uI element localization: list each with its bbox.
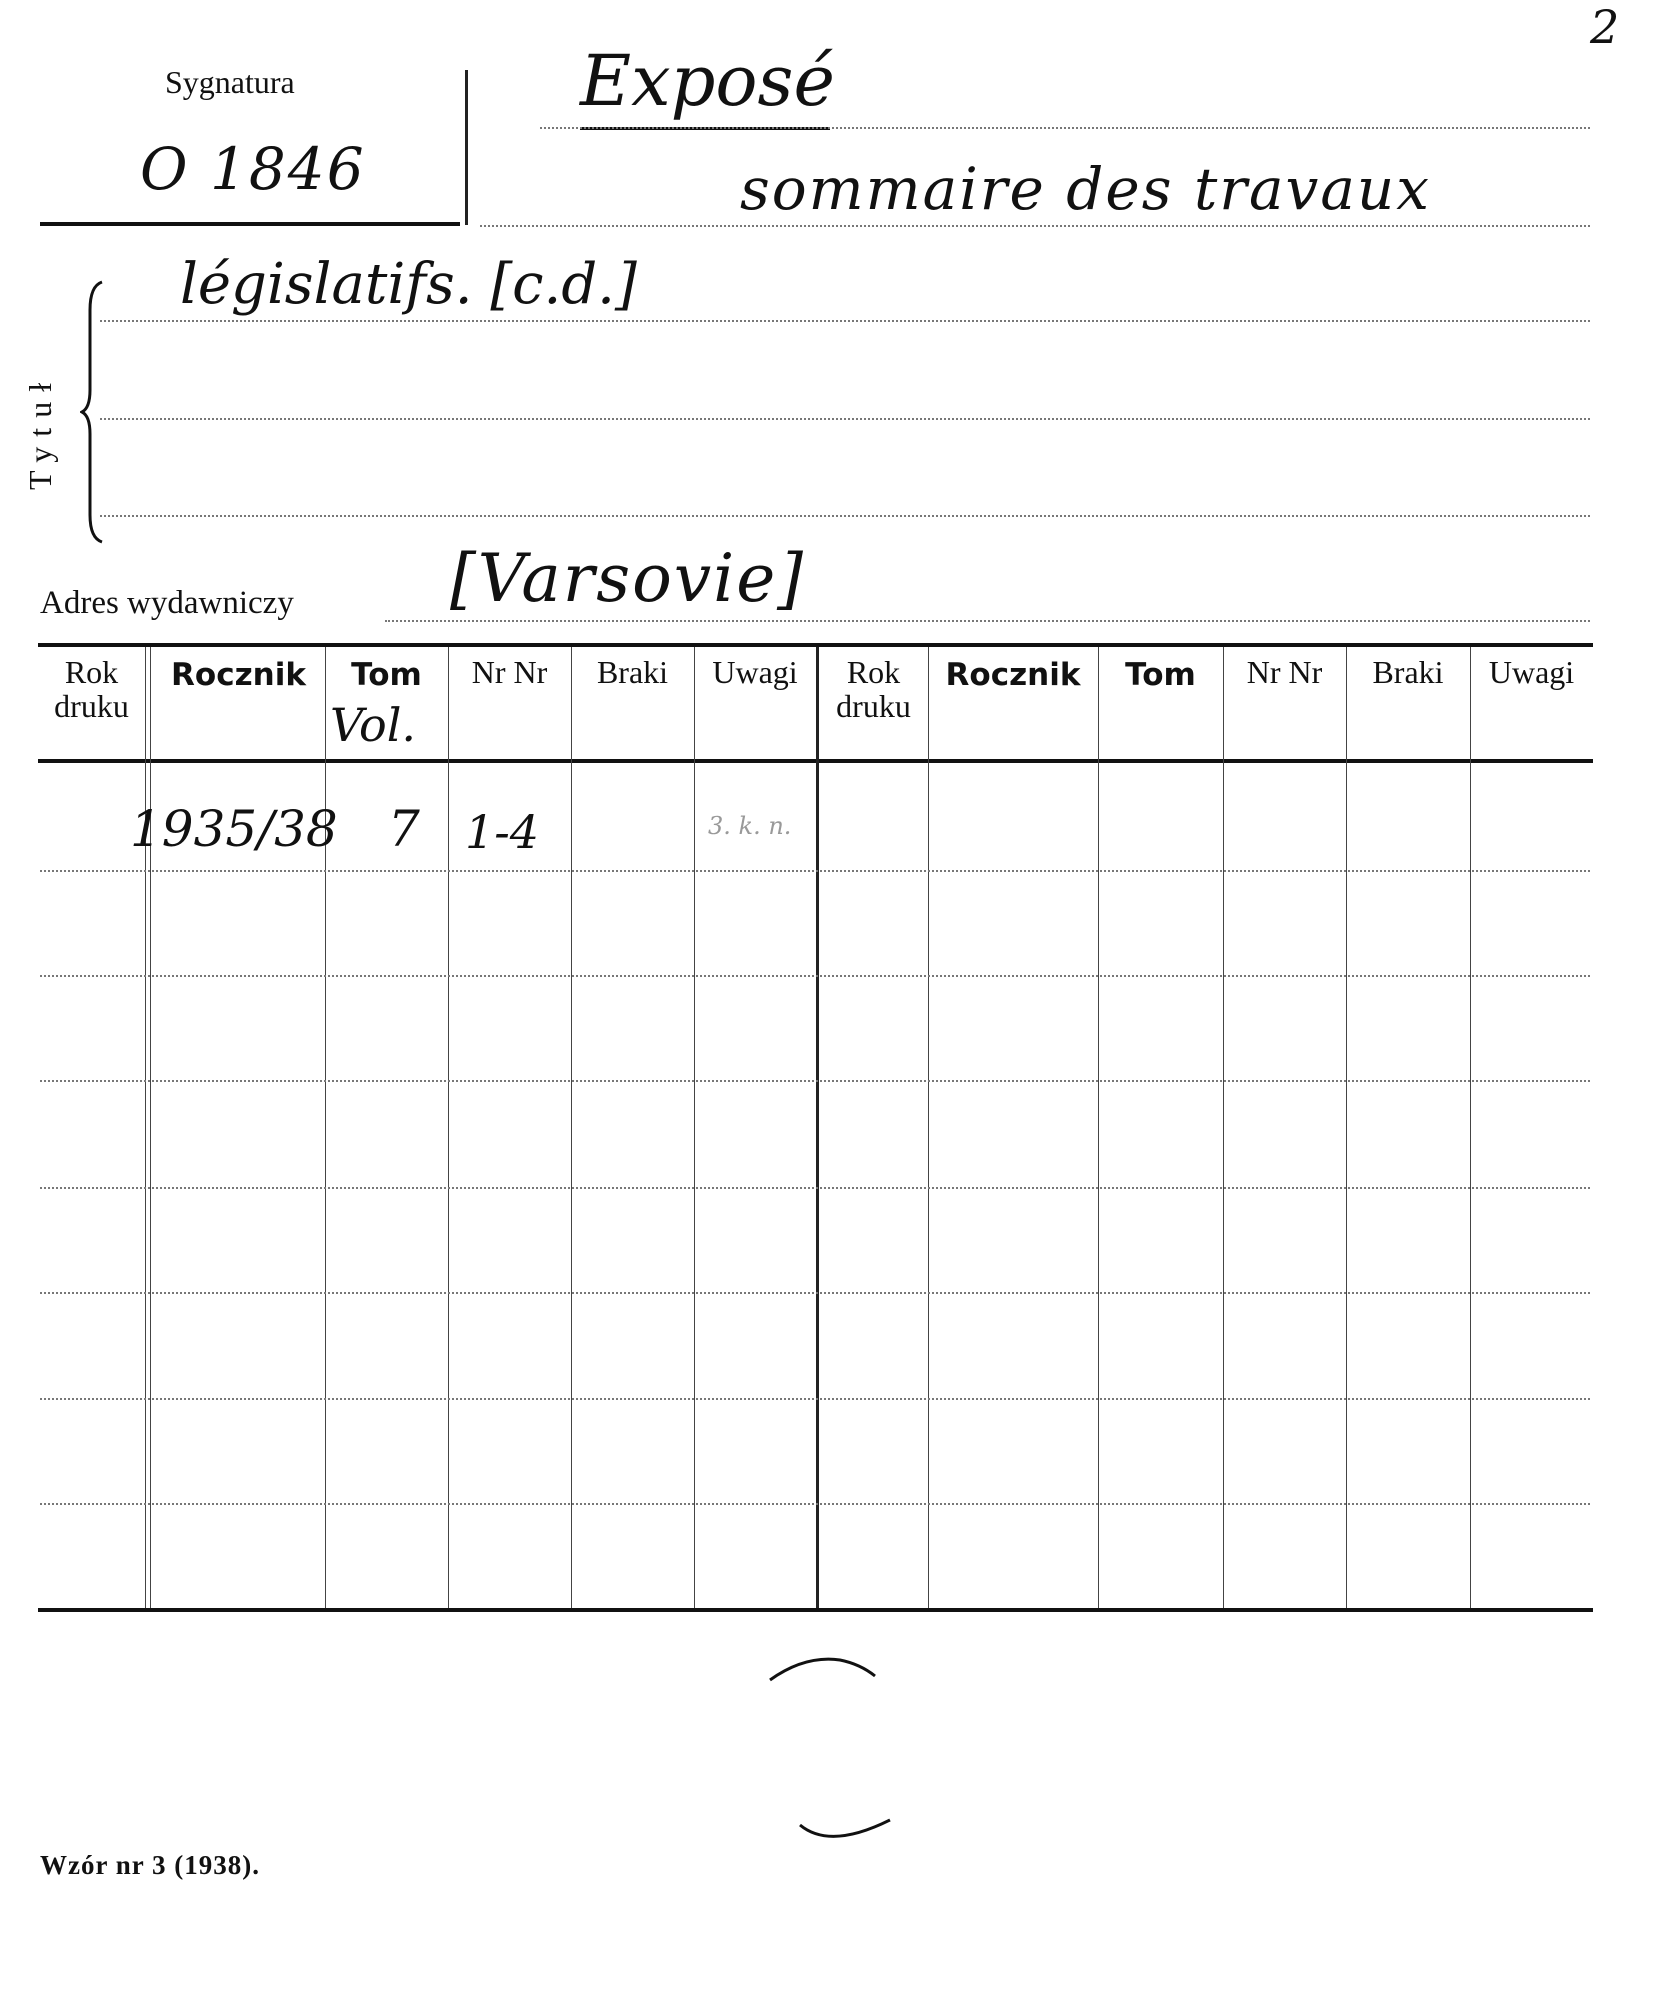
- signature-label: Sygnatura: [165, 64, 295, 100]
- header-tom-left: Tom: [351, 657, 422, 693]
- col-divider-5: [694, 647, 695, 1608]
- table-bottom-border: [38, 1608, 1593, 1612]
- row-line-1: [40, 870, 1590, 872]
- row-line-5: [40, 1292, 1590, 1294]
- row-line-3: [40, 1080, 1590, 1082]
- form-number: Wzór nr 3 (1938).: [40, 1850, 260, 1880]
- header-rocznik-right: Rocznik: [945, 657, 1081, 693]
- header-rok-right: [819, 655, 928, 723]
- row-1-rocznik: 1935/38: [130, 800, 338, 858]
- row-line-7: [40, 1503, 1590, 1505]
- publisher-dotted: [385, 620, 1590, 622]
- decorative-mark: [760, 1650, 910, 1870]
- title-line-3: législatifs. [c.d.]: [180, 252, 637, 317]
- signature-divider: [465, 70, 468, 225]
- header-rok-right-line2: druku: [836, 688, 911, 724]
- header-tom-hand: Vol.: [330, 698, 417, 752]
- col-divider-1b: [150, 647, 151, 1608]
- col-divider-4: [571, 647, 572, 1608]
- row-1-nrnr: 1-4: [465, 805, 540, 859]
- col-divider-10: [1470, 647, 1471, 1608]
- col-divider-9: [1346, 647, 1347, 1608]
- row-line-4: [40, 1187, 1590, 1189]
- header-nrnr-right: Nr Nr: [1246, 654, 1323, 690]
- header-braki-right: Braki: [1372, 654, 1444, 690]
- header-rocznik-left: Rocznik: [171, 657, 306, 693]
- title-brace: [80, 280, 110, 545]
- title-dotted-2: [480, 225, 1590, 227]
- publisher-label: Adres wydawniczy: [40, 585, 294, 621]
- title-line-2: sommaire des travaux: [740, 155, 1431, 223]
- header-rok-left-line1: Rok: [64, 654, 119, 690]
- publisher-value: [Varsovie]: [450, 540, 806, 617]
- row-line-2: [40, 975, 1590, 977]
- col-divider-3: [448, 647, 449, 1608]
- title-dotted-4: [100, 418, 1590, 420]
- col-divider-8: [1223, 647, 1224, 1608]
- col-divider-1: [145, 647, 146, 1608]
- signature-underline: [40, 222, 460, 226]
- col-divider-2: [325, 647, 326, 1608]
- title-dotted-3: [100, 320, 1590, 322]
- header-rok-left-line2: druku: [54, 688, 129, 724]
- title-dotted-1: [540, 127, 1590, 129]
- header-uwagi-left: Uwagi: [712, 654, 798, 690]
- header-rok-left: [38, 655, 145, 723]
- header-uwagi-right: Uwagi: [1488, 654, 1575, 690]
- header-rok-right-line1: Rok: [846, 654, 901, 690]
- title-line-1: Exposé: [580, 40, 835, 122]
- row-line-6: [40, 1398, 1590, 1400]
- corner-number: 2: [1590, 0, 1620, 54]
- header-nrnr-left: Nr Nr: [471, 654, 548, 690]
- row-1-tom: 7: [388, 800, 420, 858]
- row-1-uwagi: 3. k. n.: [708, 812, 792, 840]
- col-divider-7: [1098, 647, 1099, 1608]
- title-dotted-5: [100, 515, 1590, 517]
- header-braki-left: Braki: [596, 654, 669, 690]
- col-divider-center: [816, 647, 819, 1608]
- header-tom-right: Tom: [1125, 657, 1196, 693]
- signature-value: O 1846: [140, 135, 366, 203]
- col-divider-6: [928, 647, 929, 1608]
- title-label: Tytuł: [22, 372, 58, 490]
